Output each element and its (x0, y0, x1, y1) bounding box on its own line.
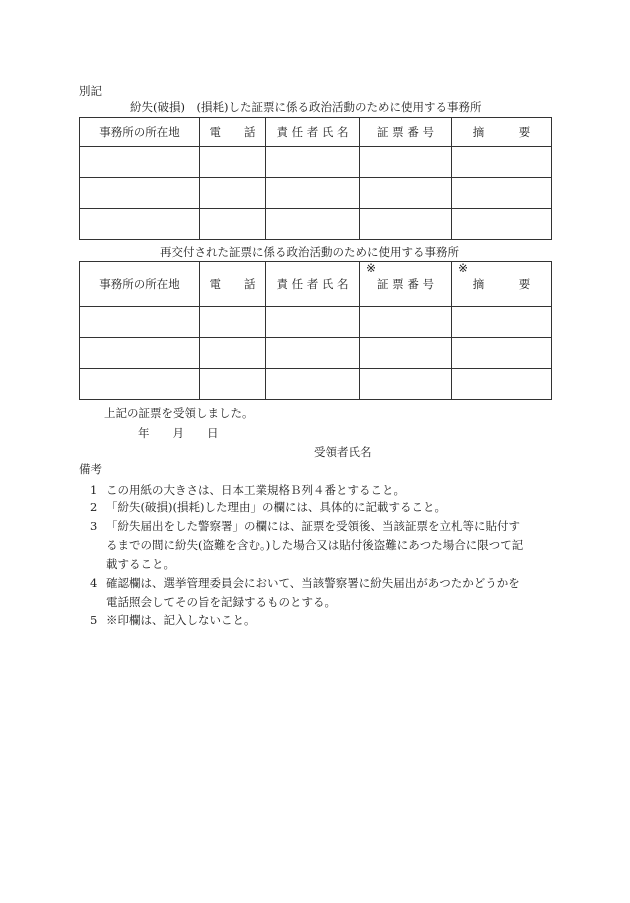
header-office-location (80, 262, 200, 307)
asterisk-mark: ※ (366, 261, 377, 275)
header-label: 摘 要 (472, 277, 531, 291)
reissued-certificate-office-table (79, 261, 552, 400)
table-header-row (80, 262, 552, 307)
cell-responsible-person[interactable] (266, 338, 360, 369)
table-row (80, 178, 552, 209)
note-item (90, 611, 530, 630)
table-row (80, 369, 552, 400)
note-text: この用紙の大きさは、日本工業規格Ｂ列４番とすること。 (106, 483, 405, 497)
receipt-statement: 上記の証票を受領しました。 (104, 406, 254, 420)
cell-phone[interactable] (200, 369, 266, 400)
header-certificate-number (360, 262, 452, 307)
header-label: 証 票 番 号 (377, 277, 434, 291)
cell-office-location[interactable] (80, 338, 200, 369)
table-row (80, 209, 552, 240)
header-remarks: 摘 要 (452, 118, 552, 147)
header-phone (200, 262, 266, 307)
cell-office-location[interactable] (80, 147, 200, 178)
cell-certificate-number[interactable] (360, 369, 452, 400)
cell-remarks[interactable] (452, 147, 552, 178)
cell-office-location[interactable] (80, 209, 200, 240)
asterisk-mark: ※ (458, 261, 469, 275)
header-office-location: 事務所の所在地 (80, 118, 200, 147)
note-item (90, 517, 530, 574)
note-number: 2 (90, 500, 98, 514)
note-item (90, 498, 530, 517)
header-label: 事務所の所在地 (99, 277, 180, 291)
note-text: ※印欄は、記入しないこと。 (106, 613, 256, 627)
header-remarks (452, 262, 552, 307)
note-number: 4 (90, 576, 98, 590)
cell-phone[interactable] (200, 209, 266, 240)
lost-certificate-office-table (79, 117, 552, 240)
appendix-label: 別記 (79, 84, 102, 98)
note-text: 確認欄は、選挙管理委員会において、当該警察署に紛失届出があつたかどうかを電話照会してその旨を記録するものとする。 (106, 576, 520, 609)
cell-certificate-number[interactable] (360, 307, 452, 338)
cell-remarks[interactable] (452, 369, 552, 400)
cell-phone[interactable] (200, 178, 266, 209)
notes-heading: 備考 (79, 462, 102, 476)
header-certificate-number: 証 票 番 号 (360, 118, 452, 147)
header-phone: 電 話 (200, 118, 266, 147)
note-number: 1 (90, 483, 98, 497)
cell-office-location[interactable] (80, 307, 200, 338)
cell-remarks[interactable] (452, 178, 552, 209)
cell-responsible-person[interactable] (266, 209, 360, 240)
cell-certificate-number[interactable] (360, 147, 452, 178)
table2-title: 再交付された証票に係る政治活動のために使用する事務所 (160, 245, 459, 259)
note-number: 3 (90, 519, 98, 533)
cell-phone[interactable] (200, 338, 266, 369)
recipient-name-label: 受領者氏名 (314, 445, 372, 459)
cell-phone[interactable] (200, 147, 266, 178)
cell-remarks[interactable] (452, 338, 552, 369)
table-row (80, 338, 552, 369)
cell-responsible-person[interactable] (266, 369, 360, 400)
note-text: 「紛失届出をした警察署」の欄には、証票を受領後、当該証票を立札等に貼付するまでの間に紛失(盗難を含む。)した場合又は貼付後盗難にあつた場合に限つて記載すること。 (106, 519, 524, 571)
header-responsible-person: 責 任 者 氏 名 (266, 118, 360, 147)
cell-responsible-person[interactable] (266, 178, 360, 209)
note-item (90, 574, 530, 612)
cell-certificate-number[interactable] (360, 178, 452, 209)
table-row (80, 147, 552, 178)
header-responsible-person (266, 262, 360, 307)
cell-phone[interactable] (200, 307, 266, 338)
note-number: 5 (90, 613, 98, 627)
cell-certificate-number[interactable] (360, 209, 452, 240)
cell-certificate-number[interactable] (360, 338, 452, 369)
cell-responsible-person[interactable] (266, 307, 360, 338)
header-label: 電 話 (209, 277, 256, 291)
cell-responsible-person[interactable] (266, 147, 360, 178)
cell-remarks[interactable] (452, 307, 552, 338)
cell-remarks[interactable] (452, 209, 552, 240)
table-row (80, 307, 552, 338)
table1-title: 紛失(破損) (損耗)した証票に係る政治活動のために使用する事務所 (130, 100, 482, 114)
header-label: 責 任 者 氏 名 (276, 277, 349, 291)
table-header-row (80, 118, 552, 147)
cell-office-location[interactable] (80, 369, 200, 400)
receipt-date: 年 月 日 (138, 426, 219, 440)
note-text: 「紛失(破損)(損耗)した理由」の欄には、具体的に記載すること。 (106, 500, 446, 514)
cell-office-location[interactable] (80, 178, 200, 209)
